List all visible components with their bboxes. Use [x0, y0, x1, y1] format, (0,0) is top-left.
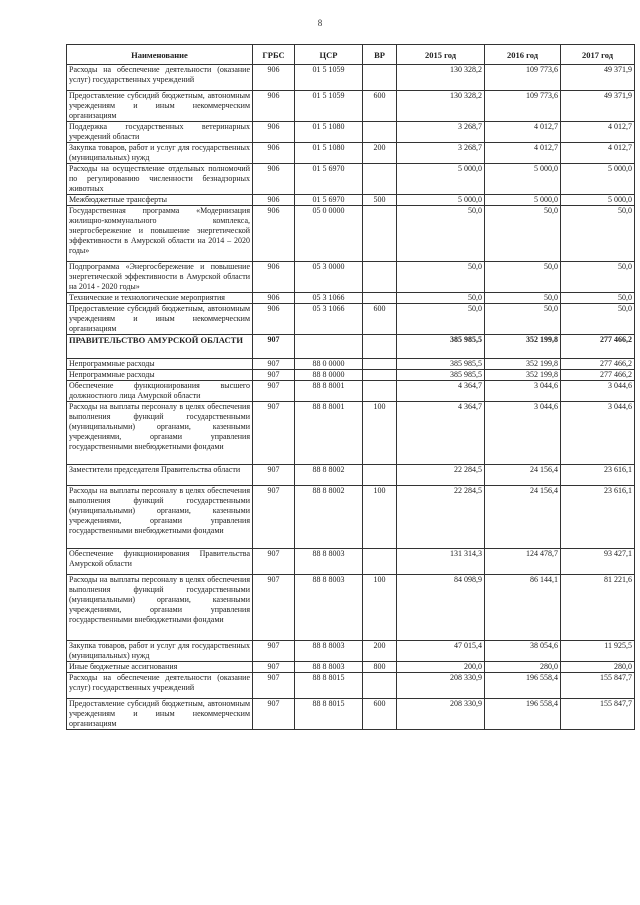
- row-2016: 5 000,0: [485, 195, 561, 206]
- row-2015: 130 328,2: [397, 91, 485, 122]
- row-grbs: 907: [253, 370, 295, 381]
- row-grbs: 907: [253, 465, 295, 486]
- row-grbs: 906: [253, 304, 295, 335]
- row-2017: 155 847,7: [561, 699, 635, 730]
- row-csr: 88 0 0000: [295, 359, 363, 370]
- header-csr: ЦСР: [295, 45, 363, 65]
- row-csr: 01 5 1059: [295, 65, 363, 91]
- table-row: [67, 65, 635, 91]
- header-2015: 2015 год: [397, 45, 485, 65]
- row-grbs: 907: [253, 575, 295, 641]
- row-2015: 50,0: [397, 206, 485, 262]
- row-name: Государственная программа «Модернизация жилищно-коммунального комплекса, энергосбережение и повышение энергетической эффективности в Амурской области на 2014 – 2020 годы»: [67, 206, 253, 262]
- page-number: 8: [317, 18, 323, 28]
- row-vr: [363, 335, 397, 359]
- row-grbs: 907: [253, 381, 295, 402]
- row-name: Иные бюджетные ассигнования: [67, 662, 253, 673]
- row-name: Расходы на осуществление отдельных полномочий по регулированию численности безнадзорных животных: [67, 164, 253, 195]
- row-2017: 50,0: [561, 304, 635, 335]
- row-2015: 47 015,4: [397, 641, 485, 662]
- row-2017: 3 044,6: [561, 402, 635, 465]
- header-vr: ВР: [363, 45, 397, 65]
- row-2017: 4 012,7: [561, 143, 635, 164]
- row-2017: 155 847,7: [561, 673, 635, 699]
- row-vr: 100: [363, 575, 397, 641]
- row-name: Расходы на выплаты персоналу в целях обеспечения выполнения функций государственными (муниципальными) органами, казенными учреждениями, органами управления государственными внебюджетными фондами: [67, 575, 253, 641]
- row-csr: 88 8 8003: [295, 662, 363, 673]
- row-csr: 05 0 0000: [295, 206, 363, 262]
- table-row: [67, 304, 635, 335]
- header-2017: 2017 год: [561, 45, 635, 65]
- row-grbs: 907: [253, 662, 295, 673]
- row-2015: 5 000,0: [397, 195, 485, 206]
- row-2015: 208 330,9: [397, 673, 485, 699]
- row-2015: 50,0: [397, 293, 485, 304]
- row-csr: 05 3 0000: [295, 262, 363, 293]
- row-vr: 100: [363, 402, 397, 465]
- row-2016: 5 000,0: [485, 164, 561, 195]
- table-row: [67, 122, 635, 143]
- row-2015: 22 284,5: [397, 465, 485, 486]
- row-2015: 5 000,0: [397, 164, 485, 195]
- row-2016: 86 144,1: [485, 575, 561, 641]
- row-vr: [363, 549, 397, 575]
- row-name: Заместители председателя Правительства области: [67, 465, 253, 486]
- row-2017: 277 466,2: [561, 335, 635, 359]
- row-vr: 600: [363, 91, 397, 122]
- row-name: Расходы на обеспечение деятельности (оказание услуг) государственных учреждений: [67, 65, 253, 91]
- row-vr: [363, 370, 397, 381]
- table-row: [67, 673, 635, 699]
- row-2016: 50,0: [485, 293, 561, 304]
- row-2015: 200,0: [397, 662, 485, 673]
- row-2017: 280,0: [561, 662, 635, 673]
- table-row: [67, 381, 635, 402]
- row-2017: 11 925,5: [561, 641, 635, 662]
- row-vr: [363, 673, 397, 699]
- row-csr: 88 8 0000: [295, 370, 363, 381]
- row-2016: 24 156,4: [485, 465, 561, 486]
- row-grbs: 906: [253, 262, 295, 293]
- row-csr: 88 8 8002: [295, 486, 363, 549]
- row-2017: 5 000,0: [561, 195, 635, 206]
- header-2016: 2016 год: [485, 45, 561, 65]
- row-grbs: 907: [253, 359, 295, 370]
- row-2017: 4 012,7: [561, 122, 635, 143]
- table-row: [67, 359, 635, 370]
- row-2017: 81 221,6: [561, 575, 635, 641]
- row-2015: 4 364,7: [397, 402, 485, 465]
- row-2016: 109 773,6: [485, 65, 561, 91]
- row-vr: 600: [363, 304, 397, 335]
- row-2017: 23 616,1: [561, 465, 635, 486]
- row-csr: 88 8 8002: [295, 465, 363, 486]
- row-vr: 800: [363, 662, 397, 673]
- row-vr: 100: [363, 486, 397, 549]
- row-name: Предоставление субсидий бюджетным, автономным учреждениям и иным некоммерческим организациям: [67, 699, 253, 730]
- row-vr: [363, 262, 397, 293]
- row-2016: 38 054,6: [485, 641, 561, 662]
- row-grbs: 907: [253, 402, 295, 465]
- row-2015: 130 328,2: [397, 65, 485, 91]
- row-2015: 385 985,5: [397, 359, 485, 370]
- row-grbs: 907: [253, 335, 295, 359]
- row-grbs: 907: [253, 641, 295, 662]
- row-2015: 3 268,7: [397, 122, 485, 143]
- row-grbs: 906: [253, 195, 295, 206]
- row-name: Расходы на выплаты персоналу в целях обеспечения выполнения функций государственными (муниципальными) органами, казенными учреждениями, органами управления государственными внебюджетными фондами: [67, 486, 253, 549]
- row-2017: 50,0: [561, 262, 635, 293]
- row-2017: 5 000,0: [561, 164, 635, 195]
- row-name: Межбюджетные трансферты: [67, 195, 253, 206]
- row-name: Закупка товаров, работ и услуг для государственных (муниципальных) нужд: [67, 143, 253, 164]
- row-name: Непрограммные расходы: [67, 359, 253, 370]
- row-2016: 50,0: [485, 262, 561, 293]
- row-vr: [363, 206, 397, 262]
- row-csr: 88 8 8003: [295, 549, 363, 575]
- row-vr: [363, 293, 397, 304]
- row-grbs: 906: [253, 91, 295, 122]
- row-name: Предоставление субсидий бюджетным, автономным учреждениям и иным некоммерческим организациям: [67, 91, 253, 122]
- table-row: [67, 164, 635, 195]
- row-csr: [295, 335, 363, 359]
- row-vr: [363, 465, 397, 486]
- table-header-row: [67, 45, 635, 65]
- row-2017: 93 427,1: [561, 549, 635, 575]
- row-csr: 05 3 1066: [295, 304, 363, 335]
- table-row: [67, 465, 635, 486]
- row-2016: 4 012,7: [485, 122, 561, 143]
- row-2016: 3 044,6: [485, 381, 561, 402]
- row-name: Расходы на выплаты персоналу в целях обеспечения выполнения функций государственными (муниципальными) органами, казенными учреждениями, органами управления государственными внебюджетными фондами: [67, 402, 253, 465]
- row-csr: 88 8 8001: [295, 402, 363, 465]
- row-2016: 50,0: [485, 304, 561, 335]
- row-2017: 3 044,6: [561, 381, 635, 402]
- row-2017: 49 371,9: [561, 91, 635, 122]
- table-row: [67, 293, 635, 304]
- budget-table: [66, 44, 635, 730]
- row-vr: [363, 381, 397, 402]
- table-row: [67, 549, 635, 575]
- row-2017: 23 616,1: [561, 486, 635, 549]
- row-2017: 277 466,2: [561, 359, 635, 370]
- row-name: Обеспечение функционирования Правительства Амурской области: [67, 549, 253, 575]
- row-vr: [363, 122, 397, 143]
- row-csr: 01 5 6970: [295, 164, 363, 195]
- row-csr: 88 8 8015: [295, 699, 363, 730]
- table-row: [67, 143, 635, 164]
- table-row: [67, 370, 635, 381]
- row-2015: 4 364,7: [397, 381, 485, 402]
- row-vr: 200: [363, 641, 397, 662]
- header-grbs: ГРБС: [253, 45, 295, 65]
- row-csr: 88 8 8003: [295, 575, 363, 641]
- row-2016: 196 558,4: [485, 673, 561, 699]
- row-vr: [363, 65, 397, 91]
- row-vr: 500: [363, 195, 397, 206]
- row-name: Поддержка государственных ветеринарных учреждений области: [67, 122, 253, 143]
- row-2016: 280,0: [485, 662, 561, 673]
- row-vr: 600: [363, 699, 397, 730]
- row-vr: [363, 164, 397, 195]
- row-csr: 01 5 1059: [295, 91, 363, 122]
- table-row: [67, 486, 635, 549]
- row-name: Обеспечение функционирования высшего должностного лица Амурской области: [67, 381, 253, 402]
- row-csr: 01 5 1080: [295, 122, 363, 143]
- row-grbs: 906: [253, 293, 295, 304]
- row-2015: 385 985,5: [397, 370, 485, 381]
- row-2016: 24 156,4: [485, 486, 561, 549]
- row-vr: 200: [363, 143, 397, 164]
- row-vr: [363, 359, 397, 370]
- row-name: Технические и технологические мероприятия: [67, 293, 253, 304]
- row-grbs: 907: [253, 549, 295, 575]
- table-row: [67, 91, 635, 122]
- row-grbs: 906: [253, 206, 295, 262]
- row-2016: 50,0: [485, 206, 561, 262]
- row-2015: 385 985,5: [397, 335, 485, 359]
- row-2016: 352 199,8: [485, 335, 561, 359]
- row-name: Закупка товаров, работ и услуг для государственных (муниципальных) нужд: [67, 641, 253, 662]
- row-2015: 50,0: [397, 262, 485, 293]
- row-2015: 3 268,7: [397, 143, 485, 164]
- table-row: [67, 195, 635, 206]
- row-grbs: 907: [253, 673, 295, 699]
- row-2016: 3 044,6: [485, 402, 561, 465]
- row-2017: 277 466,2: [561, 370, 635, 381]
- table-row: [67, 262, 635, 293]
- row-2016: 4 012,7: [485, 143, 561, 164]
- row-2017: 50,0: [561, 206, 635, 262]
- row-csr: 88 8 8001: [295, 381, 363, 402]
- row-csr: 88 8 8003: [295, 641, 363, 662]
- row-grbs: 906: [253, 122, 295, 143]
- row-csr: 01 5 1080: [295, 143, 363, 164]
- row-name: Непрограммные расходы: [67, 370, 253, 381]
- row-2016: 352 199,8: [485, 359, 561, 370]
- row-2016: 109 773,6: [485, 91, 561, 122]
- row-csr: 01 5 6970: [295, 195, 363, 206]
- row-grbs: 906: [253, 164, 295, 195]
- row-grbs: 906: [253, 65, 295, 91]
- table-row: [67, 662, 635, 673]
- row-2017: 50,0: [561, 293, 635, 304]
- table-row: [67, 641, 635, 662]
- row-2016: 352 199,8: [485, 370, 561, 381]
- row-csr: 88 8 8015: [295, 673, 363, 699]
- row-name: ПРАВИТЕЛЬСТВО АМУРСКОЙ ОБЛАСТИ: [67, 335, 253, 359]
- row-name: Предоставление субсидий бюджетным, автономным учреждениям и иным некоммерческим организациям: [67, 304, 253, 335]
- row-2016: 196 558,4: [485, 699, 561, 730]
- row-grbs: 907: [253, 699, 295, 730]
- row-2015: 84 098,9: [397, 575, 485, 641]
- row-2015: 50,0: [397, 304, 485, 335]
- row-2015: 22 284,5: [397, 486, 485, 549]
- table-row: [67, 335, 635, 359]
- row-grbs: 906: [253, 143, 295, 164]
- table-row: [67, 402, 635, 465]
- row-csr: 05 3 1066: [295, 293, 363, 304]
- row-2015: 208 330,9: [397, 699, 485, 730]
- row-2017: 49 371,9: [561, 65, 635, 91]
- header-name: Наименование: [67, 45, 253, 65]
- row-name: Подпрограмма «Энергосбережение и повышение энергетической эффективности в Амурской области на 2014 - 2020 годы»: [67, 262, 253, 293]
- row-2016: 124 478,7: [485, 549, 561, 575]
- row-2015: 131 314,3: [397, 549, 485, 575]
- row-name: Расходы на обеспечение деятельности (оказание услуг) государственных учреждений: [67, 673, 253, 699]
- table-row: [67, 206, 635, 262]
- table-row: [67, 699, 635, 730]
- table-row: [67, 575, 635, 641]
- row-grbs: 907: [253, 486, 295, 549]
